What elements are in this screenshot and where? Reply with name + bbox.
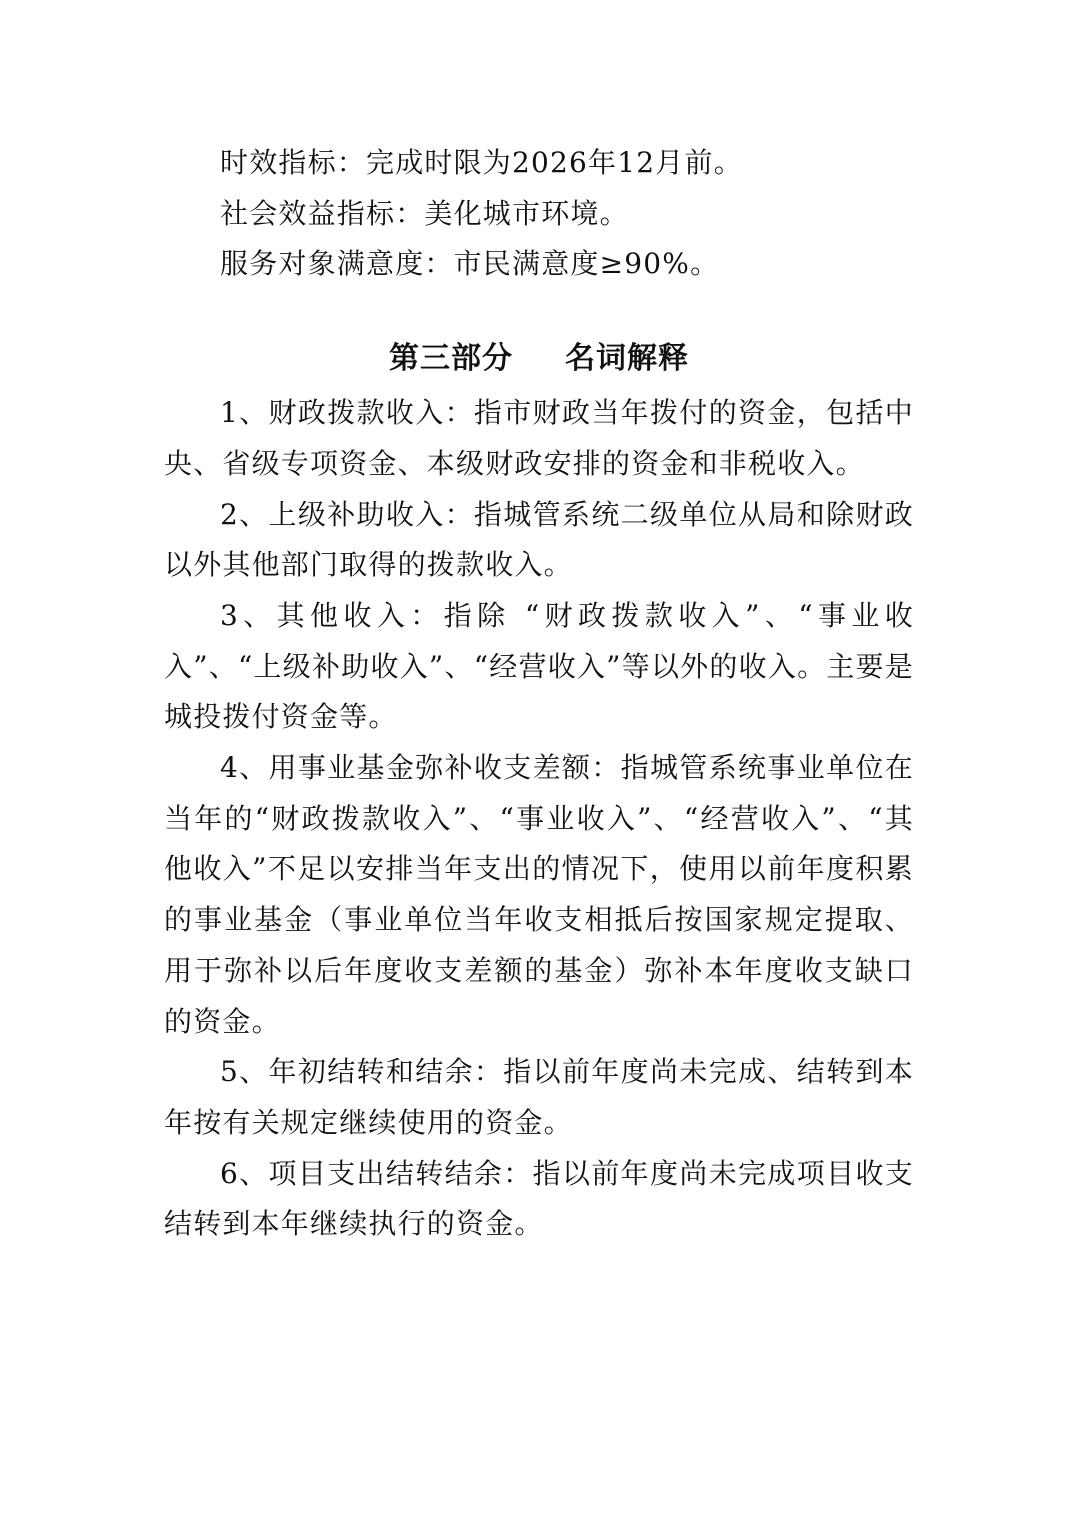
section-part: 第三部分 — [389, 341, 513, 377]
section-title: 名词解释 — [565, 341, 689, 377]
document-page — [164, 138, 914, 1250]
performance-indicators — [164, 138, 914, 290]
section-heading — [164, 330, 914, 388]
social-benefit-indicator: 社会效益指标：美化城市环境。 — [220, 196, 629, 230]
definition-other-income: 3、其他收入：指除 “财政拨款收入”、“事业收入”、“上级补助收入”、“经营收入”等以外的收入。主要是城投拨付资金等。 — [164, 598, 914, 734]
definition-project-carryover: 6、项目支出结转结余：指以前年度尚未完成项目收支结转到本年继续执行的资金。 — [164, 1156, 914, 1241]
timeliness-indicator: 时效指标：完成时限为2026年12月前。 — [220, 146, 743, 179]
definition-superior-subsidy: 2、上级补助收入：指城管系统二级单位从局和除财政以外其他部门取得的拨款收入。 — [164, 497, 914, 582]
definitions-list — [164, 388, 914, 1250]
definition-fiscal-appropriation: 1、财政拨款收入：指市财政当年拨付的资金，包括中央、省级专项资金、本级财政安排的资金和非税收入。 — [164, 396, 914, 480]
definition-carryover-balance: 5、年初结转和结余：指以前年度尚未完成、结转到本年按有关规定继续使用的资金。 — [164, 1055, 914, 1139]
satisfaction-indicator: 服务对象满意度：市民满意度≥90%。 — [220, 247, 720, 281]
definition-business-fund-offset: 4、用事业基金弥补收支差额：指城管系统事业单位在当年的“财政拨款收入”、“事业收入”、“经营收入”、“其他收入”不足以安排当年支出的情况下，使用以前年度积累的事业基金（事业单位当年收支相抵后按国家规定提取、用于弥补以后年度收支差额的基金）弥补本年度收支缺口的资金。 — [164, 751, 914, 1038]
